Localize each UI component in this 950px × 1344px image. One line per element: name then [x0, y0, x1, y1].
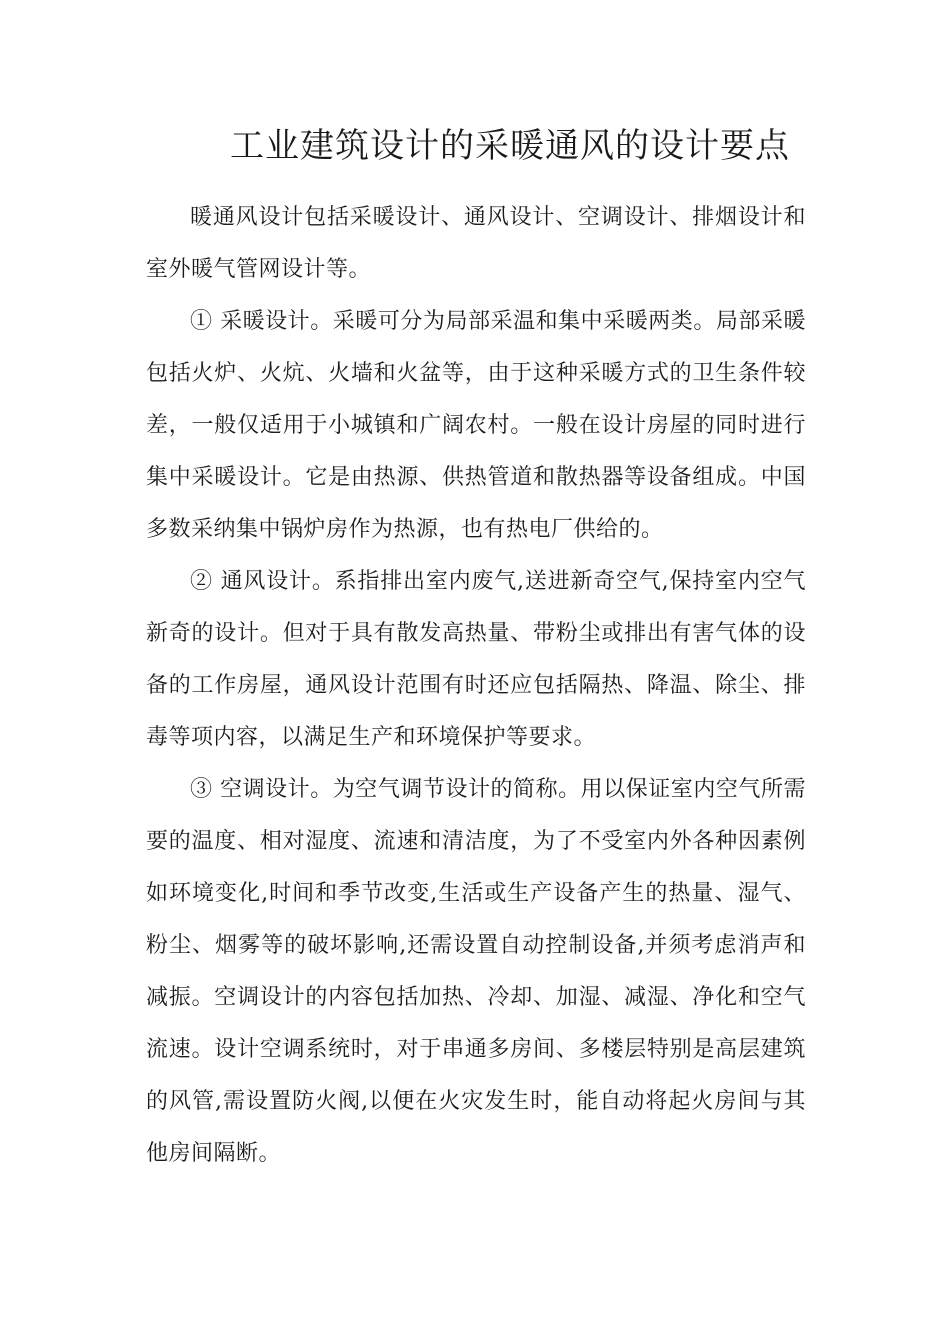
paragraph-ventilation-design: ② 通风设计。系指排出室内废气,送进新奇空气,保持室内空气新奇的设计。但对于具有散发高热量、带粉尘或排出有害气体的设备的工作房屋，通风设计范围有时还应包括隔热、降温、除尘、排毒等项内容，以满足生产和环境保护等要求。	[146, 569, 806, 750]
paragraph-air-conditioning-design: ③ 空调设计。为空气调节设计的简称。用以保证室内空气所需要的温度、相对湿度、流速和清洁度，为了不受室内外各种因素例如环境变化,时间和季节改变,生活或生产设备产生的热量、湿气、粉尘、烟雾等的破坏影响,还需设置自动控制设备,并须考虑消声和减振。空调设计的内容包括加热、冷却、加湿、减湿、净化和空气流速。设计空调系统时，对于串通多房间、多楼层特别是高层建筑的风管,需设置防火阀,以便在火灾发生时，能自动将起火房间与其他房间隔断。	[146, 777, 806, 1166]
document-body	[146, 192, 806, 1180]
document-title: 工业建筑设计的采暖通风的设计要点	[230, 126, 790, 166]
paragraph-heating-design: ① 采暖设计。采暖可分为局部采温和集中采暖两类。局部采暖包括火炉、火炕、火墙和火盆等，由于这种采暖方式的卫生条件较差，一般仅适用于小城镇和广阔农村。一般在设计房屋的同时进行集中采暖设计。它是由热源、供热管道和散热器等设备组成。中国多数采纳集中锅炉房作为热源，也有热电厂供给的。	[146, 309, 806, 542]
paragraph-intro: 暖通风设计包括采暖设计、通风设计、空调设计、排烟设计和室外暖气管网设计等。	[146, 205, 806, 282]
